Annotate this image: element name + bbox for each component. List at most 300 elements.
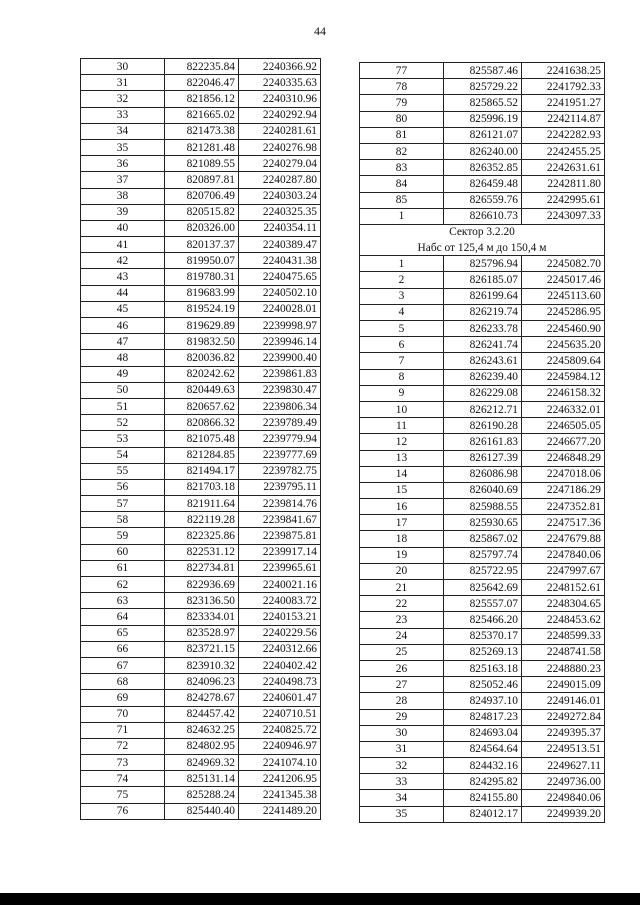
- y-coordinate-cell: 2247186.29: [522, 482, 605, 498]
- table-row: [360, 758, 605, 774]
- x-coordinate-cell: 825996.19: [444, 111, 522, 127]
- y-coordinate-cell: 2247352.81: [522, 499, 605, 515]
- y-coordinate-cell: 2240366.92: [239, 59, 321, 75]
- table-row: [81, 479, 321, 495]
- table-row: [360, 321, 605, 337]
- point-number-cell: 64: [81, 609, 165, 625]
- table-row: [81, 188, 321, 204]
- x-coordinate-cell: 819629.89: [165, 318, 239, 334]
- table-row: [360, 741, 605, 757]
- y-coordinate-cell: 2240335.63: [239, 75, 321, 91]
- x-coordinate-cell: 825865.52: [444, 95, 522, 111]
- y-coordinate-cell: 2249736.00: [522, 774, 605, 790]
- coordinates-table-right: [359, 62, 605, 823]
- table-row: [360, 95, 605, 111]
- y-coordinate-cell: 2242995.61: [522, 192, 605, 208]
- y-coordinate-cell: 2247997.67: [522, 563, 605, 579]
- x-coordinate-cell: 826086.98: [444, 466, 522, 482]
- table-row: [81, 609, 321, 625]
- table-row: [81, 59, 321, 75]
- y-coordinate-cell: 2248152.61: [522, 580, 605, 596]
- x-coordinate-cell: 819524.19: [165, 301, 239, 317]
- x-coordinate-cell: 821284.85: [165, 447, 239, 463]
- table-row: [360, 806, 605, 822]
- x-coordinate-cell: 824155.80: [444, 790, 522, 806]
- point-number-cell: 37: [81, 172, 165, 188]
- y-coordinate-cell: 2245017.46: [522, 272, 605, 288]
- point-number-cell: 36: [81, 156, 165, 172]
- y-coordinate-cell: 2239875.81: [239, 528, 321, 544]
- table-row: [81, 398, 321, 414]
- x-coordinate-cell: 821075.48: [165, 431, 239, 447]
- table-row: [81, 528, 321, 544]
- y-coordinate-cell: 2240083.72: [239, 593, 321, 609]
- table-row: [360, 563, 605, 579]
- table-row: [360, 531, 605, 547]
- y-coordinate-cell: 2239806.34: [239, 398, 321, 414]
- x-coordinate-cell: 826243.61: [444, 353, 522, 369]
- point-number-cell: 76: [81, 803, 165, 819]
- point-number-cell: 32: [81, 91, 165, 107]
- y-coordinate-cell: 2240601.47: [239, 690, 321, 706]
- table-row: [81, 123, 321, 139]
- y-coordinate-cell: 2240279.04: [239, 156, 321, 172]
- x-coordinate-cell: 824937.10: [444, 693, 522, 709]
- x-coordinate-cell: 822119.28: [165, 512, 239, 528]
- x-coordinate-cell: 820866.32: [165, 415, 239, 431]
- y-coordinate-cell: 2240303.24: [239, 188, 321, 204]
- point-number-cell: 74: [81, 771, 165, 787]
- x-coordinate-cell: 821473.38: [165, 123, 239, 139]
- table-row: [81, 771, 321, 787]
- point-number-cell: 47: [81, 334, 165, 350]
- x-coordinate-cell: 824564.64: [444, 741, 522, 757]
- point-number-cell: 69: [81, 690, 165, 706]
- table-row: [360, 272, 605, 288]
- point-number-cell: 25: [360, 644, 444, 660]
- point-number-cell: 35: [81, 139, 165, 155]
- sector-title: Сектор 3.2.20: [360, 224, 605, 240]
- y-coordinate-cell: 2241638.25: [522, 63, 605, 79]
- x-coordinate-cell: 824969.32: [165, 755, 239, 771]
- x-coordinate-cell: 823528.97: [165, 625, 239, 641]
- table-row: [360, 256, 605, 272]
- x-coordinate-cell: 825466.20: [444, 612, 522, 628]
- table-row: [81, 722, 321, 738]
- table-row: [81, 382, 321, 398]
- y-coordinate-cell: 2239946.14: [239, 334, 321, 350]
- y-coordinate-cell: 2240502.10: [239, 285, 321, 301]
- x-coordinate-cell: 820897.81: [165, 172, 239, 188]
- y-coordinate-cell: 2240312.66: [239, 641, 321, 657]
- y-coordinate-cell: 2245082.70: [522, 256, 605, 272]
- point-number-cell: 11: [360, 418, 444, 434]
- table-row: [81, 641, 321, 657]
- point-number-cell: 43: [81, 269, 165, 285]
- sector-subtitle: Набс от 125,4 м до 150,4 м: [360, 240, 605, 256]
- point-number-cell: 45: [81, 301, 165, 317]
- table-row: [81, 577, 321, 593]
- x-coordinate-cell: 825988.55: [444, 499, 522, 515]
- x-coordinate-cell: 824012.17: [444, 806, 522, 822]
- point-number-cell: 85: [360, 192, 444, 208]
- x-coordinate-cell: 825370.17: [444, 628, 522, 644]
- y-coordinate-cell: 2239900.40: [239, 350, 321, 366]
- y-coordinate-cell: 2245113.60: [522, 288, 605, 304]
- table-row: [81, 544, 321, 560]
- table-row: [360, 369, 605, 385]
- x-coordinate-cell: 825796.94: [444, 256, 522, 272]
- point-number-cell: 17: [360, 515, 444, 531]
- table-row: [360, 628, 605, 644]
- y-coordinate-cell: 2239841.67: [239, 512, 321, 528]
- table-row: [360, 790, 605, 806]
- point-number-cell: 70: [81, 706, 165, 722]
- y-coordinate-cell: 2249395.37: [522, 725, 605, 741]
- x-coordinate-cell: 821911.64: [165, 496, 239, 512]
- y-coordinate-cell: 2245984.12: [522, 369, 605, 385]
- point-number-cell: 46: [81, 318, 165, 334]
- y-coordinate-cell: 2240276.98: [239, 139, 321, 155]
- x-coordinate-cell: 820706.49: [165, 188, 239, 204]
- point-number-cell: 68: [81, 674, 165, 690]
- point-number-cell: 60: [81, 544, 165, 560]
- x-coordinate-cell: 825867.02: [444, 531, 522, 547]
- y-coordinate-cell: 2249272.84: [522, 709, 605, 725]
- y-coordinate-cell: 2247018.06: [522, 466, 605, 482]
- table-row: [360, 337, 605, 353]
- point-number-cell: 7: [360, 353, 444, 369]
- y-coordinate-cell: 2248741.58: [522, 644, 605, 660]
- table-row: [360, 693, 605, 709]
- y-coordinate-cell: 2240710.51: [239, 706, 321, 722]
- table-row: [81, 625, 321, 641]
- table-row: [81, 593, 321, 609]
- y-coordinate-cell: 2240389.47: [239, 237, 321, 253]
- point-number-cell: 56: [81, 479, 165, 495]
- point-number-cell: 15: [360, 482, 444, 498]
- y-coordinate-cell: 2245635.20: [522, 337, 605, 353]
- y-coordinate-cell: 2248880.23: [522, 660, 605, 676]
- y-coordinate-cell: 2239965.61: [239, 560, 321, 576]
- point-number-cell: 40: [81, 220, 165, 236]
- table-row: [360, 709, 605, 725]
- table-row: [81, 172, 321, 188]
- y-coordinate-cell: 2241206.95: [239, 771, 321, 787]
- table-row: [360, 353, 605, 369]
- point-number-cell: 62: [81, 577, 165, 593]
- point-number-cell: 1: [360, 256, 444, 272]
- y-coordinate-cell: 2241792.33: [522, 79, 605, 95]
- table-row: [360, 547, 605, 563]
- table-row: [81, 269, 321, 285]
- point-number-cell: 55: [81, 463, 165, 479]
- x-coordinate-cell: 826559.76: [444, 192, 522, 208]
- table-row: [360, 288, 605, 304]
- table-row: [81, 738, 321, 754]
- point-number-cell: 59: [81, 528, 165, 544]
- table-row: [360, 612, 605, 628]
- point-number-cell: 50: [81, 382, 165, 398]
- y-coordinate-cell: 2240021.16: [239, 577, 321, 593]
- x-coordinate-cell: 819683.99: [165, 285, 239, 301]
- x-coordinate-cell: 825440.40: [165, 803, 239, 819]
- y-coordinate-cell: 2239861.83: [239, 366, 321, 382]
- point-number-cell: 39: [81, 204, 165, 220]
- y-coordinate-cell: 2240153.21: [239, 609, 321, 625]
- table-row: [360, 63, 605, 79]
- y-coordinate-cell: 2240281.61: [239, 123, 321, 139]
- x-coordinate-cell: 819832.50: [165, 334, 239, 350]
- table-row: [81, 431, 321, 447]
- x-coordinate-cell: 825729.22: [444, 79, 522, 95]
- point-number-cell: 81: [360, 127, 444, 143]
- table-row: [360, 450, 605, 466]
- point-number-cell: 44: [81, 285, 165, 301]
- table-row: [360, 580, 605, 596]
- table-row: [81, 75, 321, 91]
- y-coordinate-cell: 2245286.95: [522, 304, 605, 320]
- point-number-cell: 4: [360, 304, 444, 320]
- x-coordinate-cell: 824278.67: [165, 690, 239, 706]
- table-row: [360, 176, 605, 192]
- x-coordinate-cell: 824096.23: [165, 674, 239, 690]
- x-coordinate-cell: 822046.47: [165, 75, 239, 91]
- x-coordinate-cell: 825131.14: [165, 771, 239, 787]
- point-number-cell: 49: [81, 366, 165, 382]
- x-coordinate-cell: 820036.82: [165, 350, 239, 366]
- y-coordinate-cell: 2239998.97: [239, 318, 321, 334]
- point-number-cell: 23: [360, 612, 444, 628]
- x-coordinate-cell: 825797.74: [444, 547, 522, 563]
- y-coordinate-cell: 2247679.88: [522, 531, 605, 547]
- y-coordinate-cell: 2242114.87: [522, 111, 605, 127]
- y-coordinate-cell: 2248599.33: [522, 628, 605, 644]
- point-number-cell: 41: [81, 237, 165, 253]
- point-number-cell: 31: [360, 741, 444, 757]
- x-coordinate-cell: 819780.31: [165, 269, 239, 285]
- x-coordinate-cell: 825557.07: [444, 596, 522, 612]
- point-number-cell: 58: [81, 512, 165, 528]
- y-coordinate-cell: 2242455.25: [522, 143, 605, 159]
- table-row: [81, 803, 321, 819]
- y-coordinate-cell: 2246332.01: [522, 401, 605, 417]
- point-number-cell: 12: [360, 434, 444, 450]
- table-row: [81, 366, 321, 382]
- table-row: [360, 644, 605, 660]
- y-coordinate-cell: 2240946.97: [239, 738, 321, 754]
- table-row: [81, 496, 321, 512]
- y-coordinate-cell: 2249939.20: [522, 806, 605, 822]
- x-coordinate-cell: 823136.50: [165, 593, 239, 609]
- table-row: [360, 466, 605, 482]
- y-coordinate-cell: 2239777.69: [239, 447, 321, 463]
- point-number-cell: 34: [360, 790, 444, 806]
- x-coordinate-cell: 822235.84: [165, 59, 239, 75]
- point-number-cell: 24: [360, 628, 444, 644]
- y-coordinate-cell: 2239830.47: [239, 382, 321, 398]
- x-coordinate-cell: 822936.69: [165, 577, 239, 593]
- y-coordinate-cell: 2240402.42: [239, 657, 321, 673]
- point-number-cell: 14: [360, 466, 444, 482]
- y-coordinate-cell: 2239779.94: [239, 431, 321, 447]
- point-number-cell: 79: [360, 95, 444, 111]
- x-coordinate-cell: 821089.55: [165, 156, 239, 172]
- point-number-cell: 33: [360, 774, 444, 790]
- y-coordinate-cell: 2240498.73: [239, 674, 321, 690]
- point-number-cell: 82: [360, 143, 444, 159]
- point-number-cell: 42: [81, 253, 165, 269]
- x-coordinate-cell: 826241.74: [444, 337, 522, 353]
- table-row: [360, 677, 605, 693]
- point-number-cell: 27: [360, 677, 444, 693]
- y-coordinate-cell: 2239789.49: [239, 415, 321, 431]
- x-coordinate-cell: 821665.02: [165, 107, 239, 123]
- sector-subtitle-row: [360, 240, 605, 256]
- point-number-cell: 16: [360, 499, 444, 515]
- y-coordinate-cell: 2241489.20: [239, 803, 321, 819]
- point-number-cell: 34: [81, 123, 165, 139]
- point-number-cell: 29: [360, 709, 444, 725]
- x-coordinate-cell: 825269.13: [444, 644, 522, 660]
- point-number-cell: 71: [81, 722, 165, 738]
- y-coordinate-cell: 2243097.33: [522, 208, 605, 224]
- x-coordinate-cell: 826240.00: [444, 143, 522, 159]
- point-number-cell: 10: [360, 401, 444, 417]
- y-coordinate-cell: 2240825.72: [239, 722, 321, 738]
- x-coordinate-cell: 822734.81: [165, 560, 239, 576]
- point-number-cell: 22: [360, 596, 444, 612]
- y-coordinate-cell: 2240354.11: [239, 220, 321, 236]
- point-number-cell: 9: [360, 385, 444, 401]
- y-coordinate-cell: 2245460.90: [522, 321, 605, 337]
- point-number-cell: 73: [81, 755, 165, 771]
- x-coordinate-cell: 820242.62: [165, 366, 239, 382]
- table-row: [360, 515, 605, 531]
- table-row: [360, 774, 605, 790]
- point-number-cell: 80: [360, 111, 444, 127]
- y-coordinate-cell: 2240325.35: [239, 204, 321, 220]
- table-row: [81, 787, 321, 803]
- y-coordinate-cell: 2240229.56: [239, 625, 321, 641]
- y-coordinate-cell: 2241345.38: [239, 787, 321, 803]
- x-coordinate-cell: 820326.00: [165, 220, 239, 236]
- point-number-cell: 78: [360, 79, 444, 95]
- table-row: [360, 482, 605, 498]
- x-coordinate-cell: 823910.32: [165, 657, 239, 673]
- point-number-cell: 2: [360, 272, 444, 288]
- x-coordinate-cell: 826459.48: [444, 176, 522, 192]
- x-coordinate-cell: 823721.15: [165, 641, 239, 657]
- point-number-cell: 48: [81, 350, 165, 366]
- point-number-cell: 67: [81, 657, 165, 673]
- point-number-cell: 31: [81, 75, 165, 91]
- y-coordinate-cell: 2240310.96: [239, 91, 321, 107]
- table-row: [81, 657, 321, 673]
- table-row: [360, 725, 605, 741]
- table-row: [81, 253, 321, 269]
- point-number-cell: 51: [81, 398, 165, 414]
- table-row: [360, 79, 605, 95]
- x-coordinate-cell: 826352.85: [444, 160, 522, 176]
- x-coordinate-cell: 826161.83: [444, 434, 522, 450]
- x-coordinate-cell: 825052.46: [444, 677, 522, 693]
- table-row: [81, 237, 321, 253]
- x-coordinate-cell: 824693.04: [444, 725, 522, 741]
- point-number-cell: 28: [360, 693, 444, 709]
- x-coordinate-cell: 820449.63: [165, 382, 239, 398]
- y-coordinate-cell: 2241951.27: [522, 95, 605, 111]
- point-number-cell: 52: [81, 415, 165, 431]
- y-coordinate-cell: 2249840.06: [522, 790, 605, 806]
- table-row: [360, 401, 605, 417]
- y-coordinate-cell: 2246677.20: [522, 434, 605, 450]
- x-coordinate-cell: 826040.69: [444, 482, 522, 498]
- y-coordinate-cell: 2247840.06: [522, 547, 605, 563]
- point-number-cell: 75: [81, 787, 165, 803]
- x-coordinate-cell: 826610.73: [444, 208, 522, 224]
- x-coordinate-cell: 825642.69: [444, 580, 522, 596]
- x-coordinate-cell: 822531.12: [165, 544, 239, 560]
- point-number-cell: 61: [81, 560, 165, 576]
- x-coordinate-cell: 825722.95: [444, 563, 522, 579]
- point-number-cell: 66: [81, 641, 165, 657]
- point-number-cell: 54: [81, 447, 165, 463]
- table-row: [81, 301, 321, 317]
- table-row: [360, 143, 605, 159]
- table-row: [360, 596, 605, 612]
- x-coordinate-cell: 824457.42: [165, 706, 239, 722]
- x-coordinate-cell: 821494.17: [165, 463, 239, 479]
- point-number-cell: 30: [81, 59, 165, 75]
- y-coordinate-cell: 2240287.80: [239, 172, 321, 188]
- y-coordinate-cell: 2240028.01: [239, 301, 321, 317]
- table-row: [360, 304, 605, 320]
- point-number-cell: 33: [81, 107, 165, 123]
- point-number-cell: 30: [360, 725, 444, 741]
- x-coordinate-cell: 824632.25: [165, 722, 239, 738]
- point-number-cell: 1: [360, 208, 444, 224]
- table-row: [81, 447, 321, 463]
- point-number-cell: 5: [360, 321, 444, 337]
- x-coordinate-cell: 824295.82: [444, 774, 522, 790]
- table-row: [81, 755, 321, 771]
- table-row: [81, 415, 321, 431]
- y-coordinate-cell: 2242282.93: [522, 127, 605, 143]
- point-number-cell: 53: [81, 431, 165, 447]
- y-coordinate-cell: 2249146.01: [522, 693, 605, 709]
- y-coordinate-cell: 2245809.64: [522, 353, 605, 369]
- y-coordinate-cell: 2240292.94: [239, 107, 321, 123]
- table-row: [81, 706, 321, 722]
- x-coordinate-cell: 825163.18: [444, 660, 522, 676]
- sector-title-row: [360, 224, 605, 240]
- point-number-cell: 57: [81, 496, 165, 512]
- page-number: 44: [314, 24, 326, 38]
- x-coordinate-cell: 820515.82: [165, 204, 239, 220]
- point-number-cell: 21: [360, 580, 444, 596]
- x-coordinate-cell: 825930.65: [444, 515, 522, 531]
- point-number-cell: 20: [360, 563, 444, 579]
- y-coordinate-cell: 2242811.80: [522, 176, 605, 192]
- point-number-cell: 63: [81, 593, 165, 609]
- x-coordinate-cell: 826219.74: [444, 304, 522, 320]
- y-coordinate-cell: 2240475.65: [239, 269, 321, 285]
- table-row: [360, 192, 605, 208]
- coordinates-table-left: [80, 58, 321, 820]
- x-coordinate-cell: 824817.23: [444, 709, 522, 725]
- table-row: [81, 674, 321, 690]
